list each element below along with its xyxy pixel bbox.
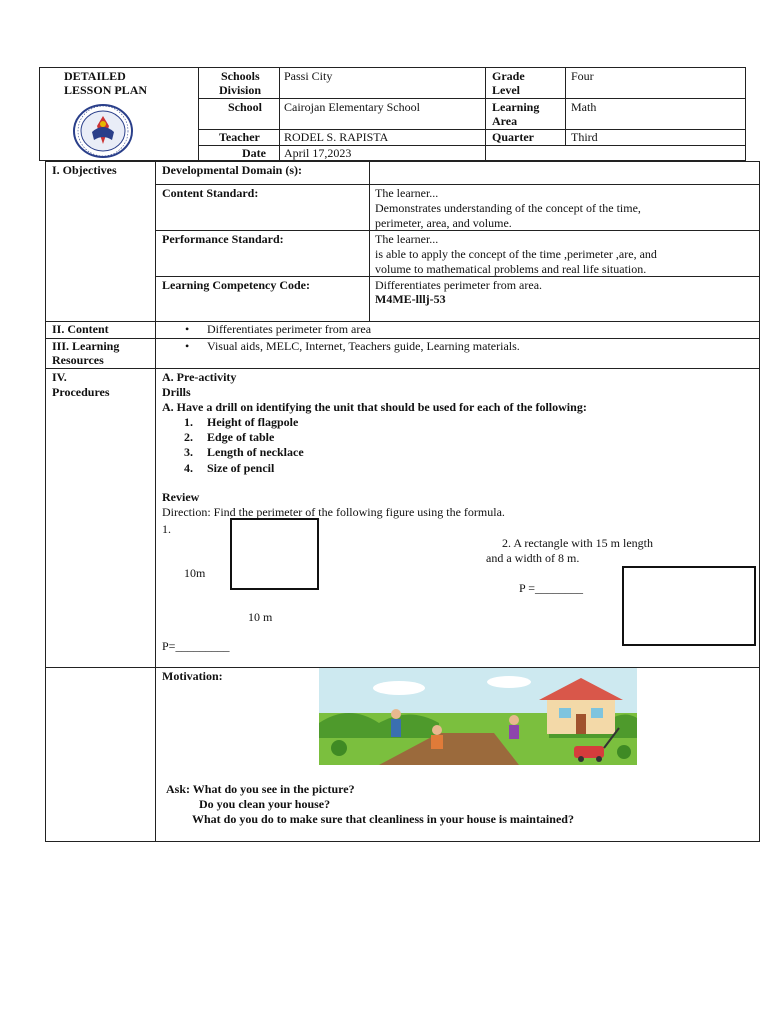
- performance-standard-text: The learner...: [375, 232, 439, 246]
- rectangle-question: 2. A rectangle with 15 m length: [502, 536, 653, 550]
- ask-question: What do you do to make sure that cleanliness in your house is maintained?: [192, 812, 574, 826]
- content-standard-label: Content Standard:: [162, 186, 259, 200]
- square-answer: P=_________: [162, 639, 230, 653]
- drill-item: Edge of table: [207, 430, 275, 444]
- learning-area-label: Area: [492, 114, 518, 128]
- table-divider: [155, 230, 760, 231]
- deped-seal-logo: [72, 104, 134, 158]
- ask-question: Do you clean your house?: [199, 797, 331, 811]
- content-item: • Differentiates perimeter from area: [207, 322, 371, 337]
- content-standard-text: The learner...: [375, 186, 439, 200]
- domain-label: Developmental Domain (s):: [162, 163, 302, 177]
- table-divider: [155, 161, 156, 842]
- competency-text: Differentiates perimeter from area.: [375, 278, 543, 292]
- drill-instruction: A. Have a drill on identifying the unit that should be used for each of the following:: [162, 400, 587, 414]
- square-side-label: 10m: [184, 566, 206, 580]
- rectangle-question: and a width of 8 m.: [486, 551, 580, 565]
- school-value: Cairojan Elementary School: [284, 100, 420, 114]
- content-standard-text: Demonstrates understanding of the concept of the time,: [375, 201, 641, 215]
- quarter-label: Quarter: [492, 130, 534, 144]
- content-list: [207, 322, 371, 337]
- resources-label: III. Learning: [52, 339, 120, 353]
- drill-item: Length of necklace: [207, 445, 304, 459]
- grade-level-label: Grade: [492, 69, 525, 83]
- ask-question: Ask: What do you see in the picture?: [166, 782, 355, 796]
- drill-item: Size of pencil: [207, 461, 275, 475]
- header-divider: [485, 67, 486, 161]
- drill-item: Height of flagpole: [207, 415, 299, 429]
- table-divider: [155, 276, 760, 277]
- teacher-label: Teacher: [219, 130, 260, 144]
- header-divider: [198, 98, 746, 99]
- table-divider: [45, 321, 760, 322]
- learning-area-label: Learning: [492, 100, 540, 114]
- resources-item: • Visual aids, MELC, Internet, Teachers guide, Learning materials.: [207, 339, 520, 354]
- drill-number: 3.: [184, 445, 193, 459]
- header-table: [39, 67, 746, 161]
- teacher-value: RODEL S. RAPISTA: [284, 130, 389, 144]
- resources-label: Resources: [52, 353, 104, 367]
- review-direction: Direction: Find the perimeter of the following figure using the formula.: [162, 505, 505, 519]
- performance-standard-text: volume to mathematical problems and real life situation.: [375, 262, 647, 276]
- header-divider: [198, 129, 746, 130]
- drill-number: 2.: [184, 430, 193, 444]
- review-item-number: 1.: [162, 522, 171, 536]
- date-value: April 17,2023: [284, 146, 352, 160]
- performance-standard-text: is able to apply the concept of the time ,perimeter ,are, and: [375, 247, 657, 261]
- competency-label: Learning Competency Code:: [162, 278, 310, 292]
- grade-level-label: Level: [492, 83, 520, 97]
- header-divider: [279, 67, 280, 161]
- plan-title: DETAILED: [64, 69, 126, 83]
- schools-division-label: Schools: [221, 69, 260, 83]
- table-divider: [45, 368, 760, 369]
- schools-division-label: Division: [219, 83, 262, 97]
- performance-standard-label: Performance Standard:: [162, 232, 284, 246]
- schools-division-value: Passi City: [284, 69, 333, 83]
- school-label: School: [228, 100, 263, 114]
- content-standard-text: perimeter, area, and volume.: [375, 216, 512, 230]
- header-divider: [198, 145, 746, 146]
- rectangle-figure: [622, 566, 756, 646]
- plan-title: LESSON PLAN: [64, 83, 148, 97]
- content-label: II. Content: [52, 322, 109, 336]
- review-heading: Review: [162, 490, 200, 504]
- quarter-value: Third: [571, 130, 598, 144]
- objectives-label: I. Objectives: [52, 163, 117, 177]
- table-divider: [369, 161, 370, 321]
- drill-number: 1.: [184, 415, 193, 429]
- competency-code: M4ME-lllj-53: [375, 292, 446, 306]
- square-bottom-label: 10 m: [248, 610, 273, 624]
- procedures-label: IV.: [52, 370, 67, 384]
- cleaning-scene-illustration: [319, 668, 637, 765]
- drill-number: 4.: [184, 461, 193, 475]
- square-figure: [230, 518, 319, 590]
- learning-area-value: Math: [571, 100, 597, 114]
- date-label: Date: [242, 146, 266, 160]
- header-divider: [565, 67, 566, 146]
- grade-level-value: Four: [571, 69, 594, 83]
- pre-activity-heading: A. Pre-activity: [162, 370, 237, 384]
- table-divider: [155, 184, 760, 185]
- rectangle-answer: P =________: [519, 581, 583, 595]
- resources-list: [207, 339, 520, 354]
- motivation-heading: Motivation:: [162, 669, 223, 683]
- header-divider: [198, 67, 199, 161]
- motivation-picture: [319, 668, 637, 765]
- drills-heading: Drills: [162, 385, 191, 399]
- procedures-label: Procedures: [52, 385, 110, 399]
